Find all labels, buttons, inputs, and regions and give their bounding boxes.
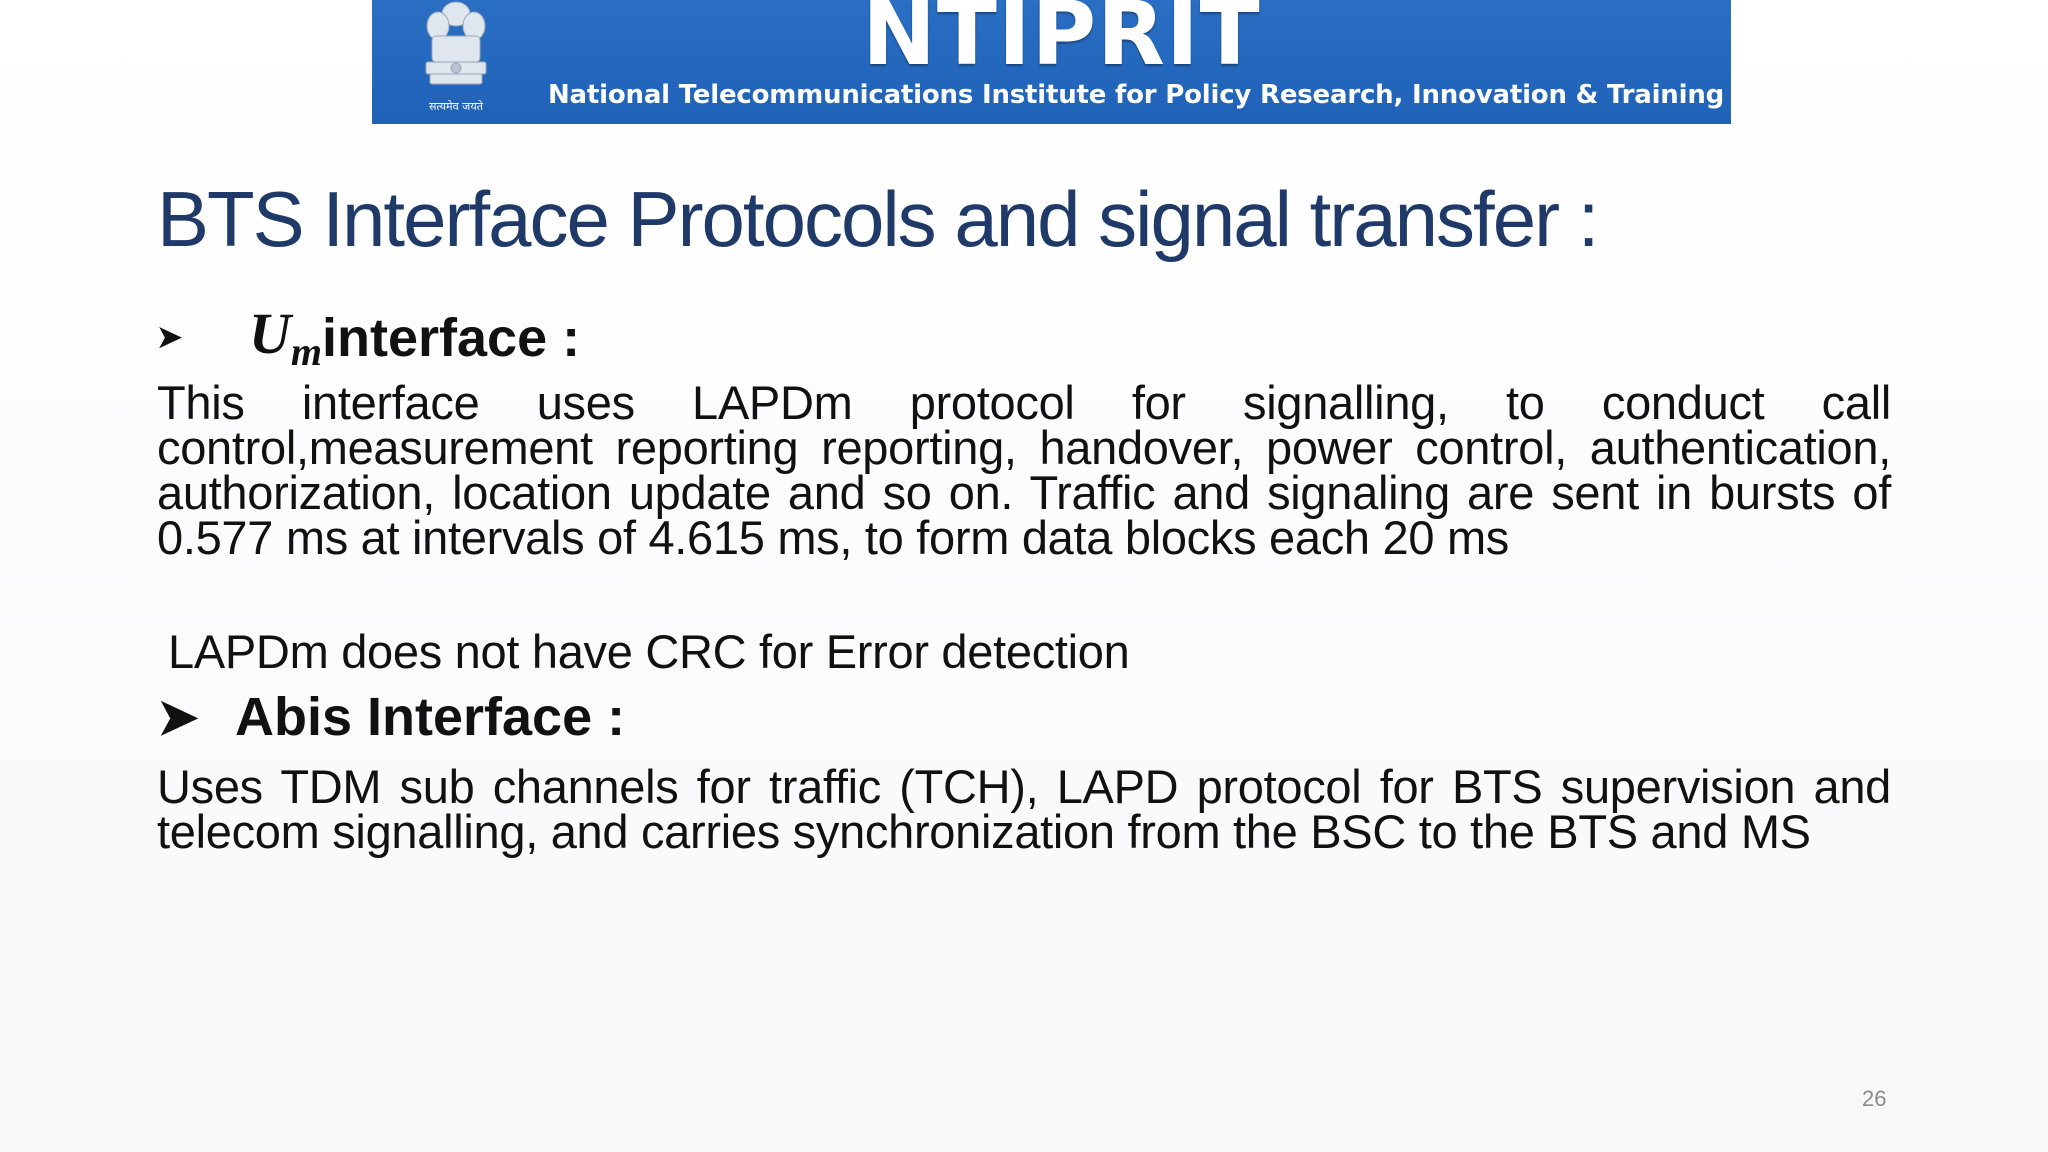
um-interface-heading [157,300,580,375]
banner-title: NTIPRIT [862,0,1261,85]
banner-subtitle: National Telecommunications Institute for Policy Research, Innovation & Training [548,80,1725,110]
um-symbol: $U_m$ [249,301,323,374]
um-interface-paragraph: This interface uses LAPDm protocol for signalling, to conduct call control,measurement reporting reporting, handover, power control, authentication, authorization, location update and so on. Traffic and signaling are sent in bursts of 0.577 ms at intervals of 4.615 ms, to form data blocks each 20 ms [157,376,1891,564]
page-number: 26 [1862,1086,1887,1111]
um-heading-label: interface : [322,307,581,368]
lapdm-note: LAPDm does not have CRC for Error detection [168,625,1130,678]
abis-interface-paragraph: Uses TDM sub channels for traffic (TCH), LAPD protocol for BTS supervision and telecom signalling, and carries synchronization from the BSC to the BTS and MS [157,760,1891,858]
slide-title: BTS Interface Protocols and signal transfer : [157,175,1598,263]
header-banner [372,0,1731,124]
arrow-bullet-icon: ➤ [157,689,199,745]
abis-interface-heading [157,686,625,748]
arrow-bullet-icon: ➤ [157,321,183,354]
emblem-caption: सत्यमेव जयते [428,100,484,113]
abis-heading-label: Abis Interface : [235,687,626,747]
